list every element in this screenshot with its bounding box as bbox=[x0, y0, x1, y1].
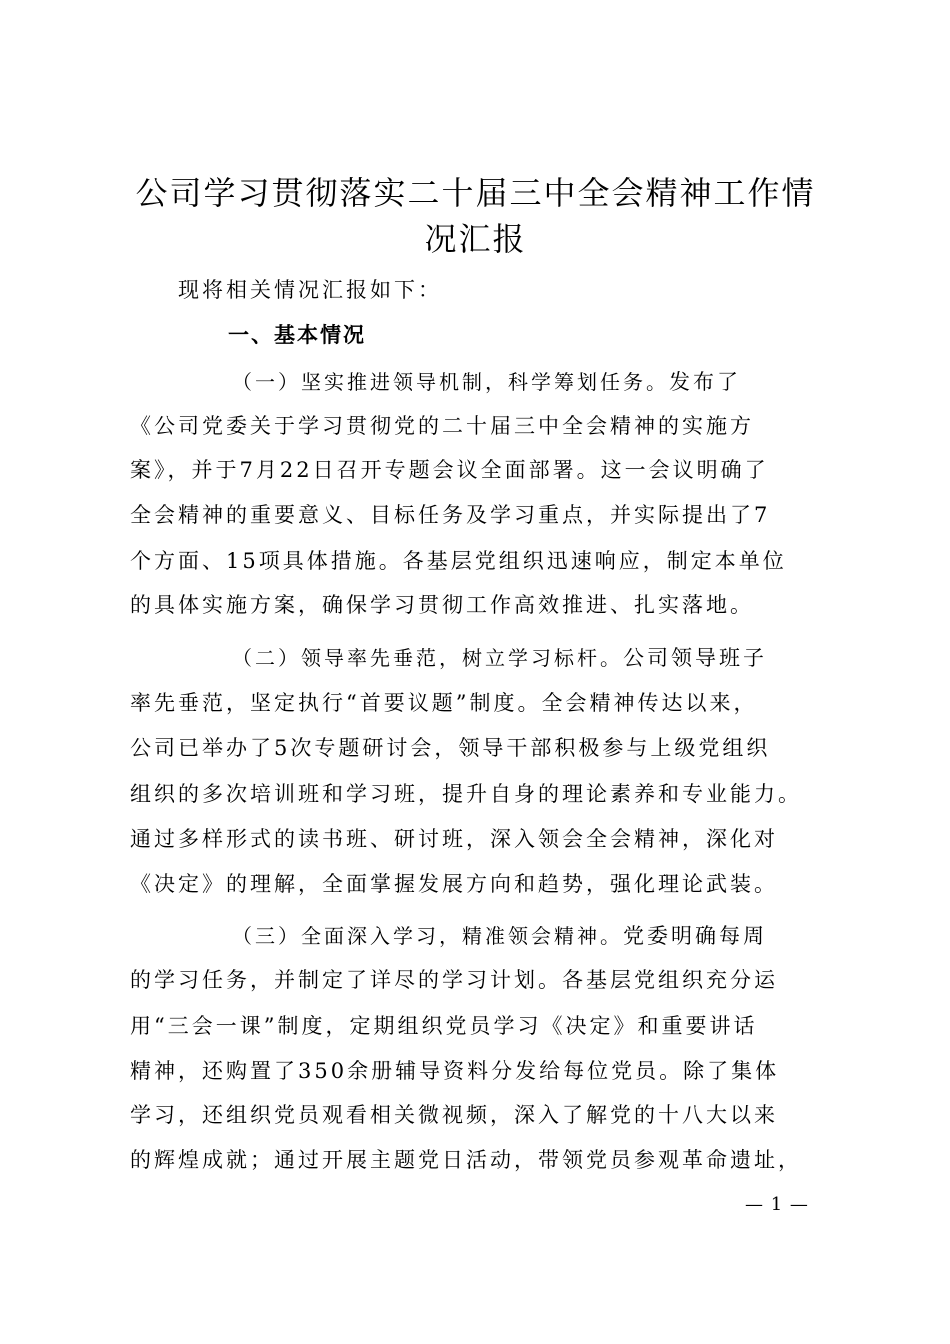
paragraph-1-line: 《公司党委关于学习贯彻党的二十届三中全会精神的实施方 bbox=[130, 414, 754, 438]
paragraph-3-first-line bbox=[232, 921, 832, 951]
paragraph-2-first-line-rest: 公司领导班子 bbox=[623, 646, 767, 670]
paragraph-2-line: 通过多样形式的读书班、研讨班，深入领会全会精神，深化对 bbox=[130, 827, 778, 851]
paragraph-2-line: 组织的多次培训班和学习班，提升自身的理论素养和专业能力。 bbox=[130, 782, 802, 806]
paragraph-3-line: 学习，还组织党员观看相关微视频，深入了解党的十八大以来 bbox=[130, 1103, 778, 1127]
document-title-line-2: 况汇报 bbox=[424, 220, 527, 258]
paragraph-1-line: 个方面、15项具体措施。各基层党组织迅速响应，制定本单位 bbox=[130, 549, 787, 573]
paragraph-1-line: 全会精神的重要意义、目标任务及学习重点，并实际提出了7 bbox=[130, 503, 771, 527]
paragraph-1-line: 案》，并于7月22日召开专题会议全面部署。这一会议明确了 bbox=[130, 458, 769, 482]
paragraph-3-line: 的学习任务，并制定了详尽的学习计划。各基层党组织充分运 bbox=[130, 968, 778, 992]
paragraph-2-line: 《决定》的理解，全面掌握发展方向和趋势，强化理论武装。 bbox=[130, 872, 778, 896]
paragraph-1-lead: （一）坚实推进领导机制，科学筹划任务。 bbox=[232, 370, 669, 394]
paragraph-2-first-line bbox=[232, 643, 832, 673]
paragraph-3-lead: （三）全面深入学习，精准领会精神。 bbox=[232, 924, 623, 948]
section-heading-basic-situation: 一、基本情况 bbox=[228, 323, 366, 347]
paragraph-1-first-line bbox=[232, 367, 832, 397]
paragraph-1-first-line-rest: 发布了 bbox=[669, 370, 741, 394]
paragraph-3-line: 用“三会一课”制度，定期组织党员学习《决定》和重要讲话 bbox=[130, 1014, 758, 1038]
paragraph-2-line: 公司已举办了5次专题研讨会，领导干部积极参与上级党组织 bbox=[130, 736, 771, 760]
paragraph-3-first-line-rest: 党委明确每周 bbox=[623, 924, 767, 948]
document-title-line-1: 公司学习贯彻落实二十届三中全会精神工作情 bbox=[135, 174, 816, 212]
paragraph-3-line: 精神，还购置了350余册辅导资料分发给每位党员。除了集体 bbox=[130, 1059, 780, 1083]
paragraph-2-line: 率先垂范，坚定执行“首要议题”制度。全会精神传达以来， bbox=[130, 691, 758, 715]
intro-text: 现将相关情况汇报如下： bbox=[178, 278, 442, 302]
paragraph-2-lead: （二）领导率先垂范，树立学习标杆。 bbox=[232, 646, 623, 670]
page-number: — 1 — bbox=[745, 1194, 809, 1215]
paragraph-3-line: 的辉煌成就；通过开展主题党日活动，带领党员参观革命遗址， bbox=[130, 1148, 802, 1172]
paragraph-1-line: 的具体实施方案，确保学习贯彻工作高效推进、扎实落地。 bbox=[130, 593, 754, 617]
